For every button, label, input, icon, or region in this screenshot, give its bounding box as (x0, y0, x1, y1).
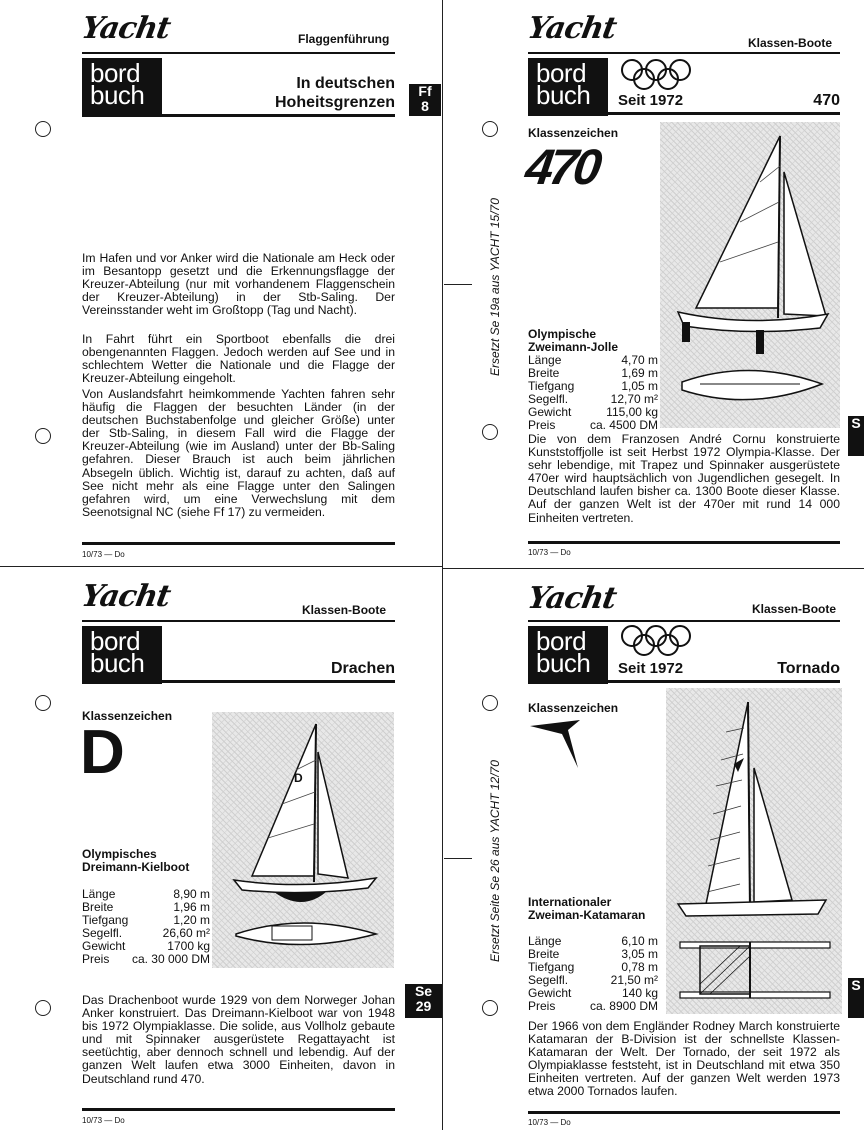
spec-row: Länge 6,10 m (528, 934, 658, 948)
horizontal-divider-right (443, 568, 864, 569)
spec-row: Preis ca. 4500 DM (528, 418, 658, 432)
spec-row: Breite 3,05 m (528, 947, 658, 961)
header-bottom-rule (82, 114, 395, 117)
spec-row: Tiefgang 1,05 m (528, 379, 658, 393)
tab-line1: Se (414, 983, 433, 999)
footer-rule (528, 541, 840, 544)
spec-row: Gewicht 1700 kg (82, 939, 210, 953)
klassenzeichen-label: Klassenzeichen (528, 126, 619, 140)
category-label: Klassen-Boote (752, 602, 837, 616)
spec-row: Tiefgang 1,20 m (82, 913, 210, 927)
bordbuch-line1: bord (90, 58, 141, 88)
tornado-drawing (666, 688, 842, 1014)
klassenzeichen-label: Klassenzeichen (528, 701, 619, 715)
category-label: Flaggenführung (298, 32, 390, 46)
drachen-illustration (212, 712, 394, 968)
header-bottom-rule (82, 680, 395, 683)
spec-row: Segelfl. 21,50 m² (528, 973, 658, 987)
bordbuch-logo (528, 58, 608, 116)
bordbuch-line2: buch (90, 648, 145, 678)
punch-hole (482, 424, 498, 440)
card-title: 470 (813, 92, 840, 109)
tornado-illustration (666, 688, 842, 1014)
description: Das Drachenboot wurde 1929 von dem Norweger Johan Anker konstruiert. Das Dreimann-Kielboot war von 1948 bis 1972 Olympiaklasse. Die solide, aus Vollholz gebaute und mit Spinnaker ausgerüstete Regattayacht ist seetüchtig, aber dennoch schnell und lebendig. Auf der ganzen Welt laufen etwa 3000 Einheiten, davon in Deutschland rund 470. (82, 993, 395, 1086)
spec-row: Breite 1,96 m (82, 900, 210, 914)
class-emblem-d: D (80, 718, 125, 787)
paragraph-1: Im Hafen und vor Anker wird die Nationale am Heck oder im Besantopp gesetzt und die Erkennungsflagge der Kreuzer-Abteilung (nur mit vorhandenem Flaggenschein der Kreuzer-Abteilung) in der Stb-Saling. Der Vereinsstander weht im Großtopp (Tag und Nacht). (82, 251, 395, 318)
footer-code: 10/73 — Do (82, 550, 125, 559)
yacht-logo: Yacht (79, 11, 173, 46)
sailboat-470-illustration (660, 122, 840, 428)
vertical-divider (442, 0, 443, 1130)
spec-table (528, 935, 658, 1013)
punch-hole (35, 695, 51, 711)
spec-row: Preis ca. 8900 DM (528, 999, 658, 1013)
paragraph-2: In Fahrt führt ein Sportboot ebenfalls die drei obengenannten Flaggen. Jedoch werden auf See und in schlechtem Wetter die Nationale und die Flagge der Kreuzer-Abteilung eingeholt. (82, 332, 395, 386)
type-line2: Dreimann-Kielboot (82, 860, 190, 874)
since-label: Seit 1972 (618, 92, 684, 109)
punch-hole (35, 121, 51, 137)
spec-row: Länge 8,90 m (82, 887, 210, 901)
spec-row: Segelfl. 26,60 m² (82, 926, 210, 940)
index-tab (409, 84, 441, 116)
bordbuch-line2: buch (536, 80, 591, 110)
type-line2: Zweiman-Katamaran (528, 908, 646, 922)
index-tab: S (848, 978, 864, 1018)
spec-row: Breite 1,69 m (528, 366, 658, 380)
tick-mark (444, 284, 472, 285)
punch-hole (482, 121, 498, 137)
tick-mark (444, 858, 472, 859)
footer-code: 10/73 — Do (528, 1118, 571, 1127)
card-title: Drachen (330, 660, 395, 677)
title-line1: In deutschen (296, 75, 395, 92)
yacht-logo: Yacht (79, 579, 173, 614)
category-label: Klassen-Boote (302, 603, 387, 617)
klassenzeichen-label: Klassenzeichen (82, 709, 173, 723)
replacement-note: Ersetzt Seite Se 26 aus YACHT 12/70 (488, 760, 502, 962)
type-line1: Olympisches (82, 847, 157, 861)
description: Der 1966 von dem Engländer Rodney March konstruierte Katamaran der B-Division ist der schnellste Klassen-Katamaran der Welt. Der Tornado, der seit 1972 als Olympiaklasse feststeht, ist in Deutschland mit etwa 350 Einheiten vertreten. Auf der ganzen Welt werden 1973 etwa 2000 Tornados laufen. (528, 1019, 840, 1099)
header-bottom-rule (528, 680, 840, 683)
spec-row: Segelfl. 12,70 m² (528, 392, 658, 406)
header-rule (528, 620, 840, 622)
boat-type (82, 848, 189, 874)
header-bottom-rule (528, 112, 840, 115)
punch-hole (35, 428, 51, 444)
yacht-logo: Yacht (525, 11, 619, 46)
bordbuch-logo (82, 626, 162, 684)
footer-code: 10/73 — Do (528, 548, 571, 557)
bordbuch-line1: bord (536, 626, 587, 656)
tab-line2: 29 (415, 998, 432, 1014)
yacht-logo: Yacht (525, 581, 619, 616)
punch-hole (35, 1000, 51, 1016)
footer-code: 10/73 — Do (82, 1116, 125, 1125)
header-rule (82, 52, 395, 54)
boat-type (528, 328, 618, 354)
card-title (230, 74, 395, 112)
punch-hole (482, 695, 498, 711)
type-line1: Internationaler (528, 895, 612, 909)
type-line2: Zweimann-Jolle (528, 340, 619, 354)
header-rule (82, 620, 395, 622)
drachen-drawing (212, 712, 394, 968)
category-label: Klassen-Boote (748, 36, 833, 50)
svg-text:D: D (294, 771, 303, 785)
spec-row: Preis ca. 30 000 DM (82, 952, 210, 966)
bordbuch-logo (82, 58, 162, 116)
title-line2: Hoheitsgrenzen (274, 94, 395, 111)
footer-rule (528, 1111, 840, 1114)
spec-row: Länge 4,70 m (528, 353, 658, 367)
olympic-rings-icon (618, 624, 698, 656)
footer-rule (82, 1108, 395, 1111)
spec-row: Gewicht 140 kg (528, 986, 658, 1000)
olympic-rings-icon (618, 58, 698, 90)
footer-rule (82, 542, 395, 545)
spec-table (82, 888, 210, 966)
paragraph-3: Von Auslandsfahrt heimkommende Yachten fahren sehr häufig die Flaggen der besuchten Länder (in der deutschen Buchstabenfolge und gleicher Größe) unter der Stb-Saling, in diesem Fall wird die Flagge der Kreuzer-Abteilung (wie im Ausland) unter der Bb-Saling gefahren. Dieser Brauch ist auch beim jährlichen Absegeln üblich. Wichtig ist, darauf zu achten, daß auf See nicht mehr als eine Flagge unter den Salingen gefahren wird, um eine Verwechslung mit dem Seenotsignal NC (siehe Ff 17) zu vermeiden. (82, 387, 395, 519)
boat-type (528, 896, 645, 922)
spec-table (528, 354, 658, 432)
class-emblem-470: 470 (522, 139, 602, 195)
horizontal-divider-left (0, 566, 442, 567)
tab-line2: 8 (421, 98, 429, 114)
spec-row: Tiefgang 0,78 m (528, 960, 658, 974)
bordbuch-line2: buch (90, 80, 145, 110)
card-title: Tornado (777, 660, 840, 677)
bordbuch-logo (528, 626, 608, 684)
since-label: Seit 1972 (618, 660, 684, 677)
bordbuch-line1: bord (536, 58, 587, 88)
index-tab (405, 984, 442, 1018)
type-line1: Olympische (528, 327, 597, 341)
sailboat-470-drawing (660, 122, 840, 428)
replacement-note: Ersetzt Se 19a aus YACHT 15/70 (488, 198, 502, 376)
spec-row: Gewicht 115,00 kg (528, 405, 658, 419)
tornado-class-emblem-icon (528, 716, 584, 772)
header-rule (528, 52, 840, 54)
tab-line1: Ff (418, 83, 432, 99)
bordbuch-line1: bord (90, 626, 141, 656)
bordbuch-line2: buch (536, 648, 591, 678)
index-tab: S (848, 416, 864, 456)
description: Die von dem Franzosen André Cornu konstruierte Kunststoffjolle ist seit Herbst 1972 Olympia-Klasse. Der sehr lebendige, mit Trapez und Spinnaker ausgerüstete 470er wird hauptsächlich von Jugendlichen gesegelt. In Deutschland laufen bisher ca. 1300 Boote dieser Klasse. Auf der ganzen Welt ist der 470er mit rund 14 000 Einheiten vertreten. (528, 432, 840, 525)
punch-hole (482, 1000, 498, 1016)
